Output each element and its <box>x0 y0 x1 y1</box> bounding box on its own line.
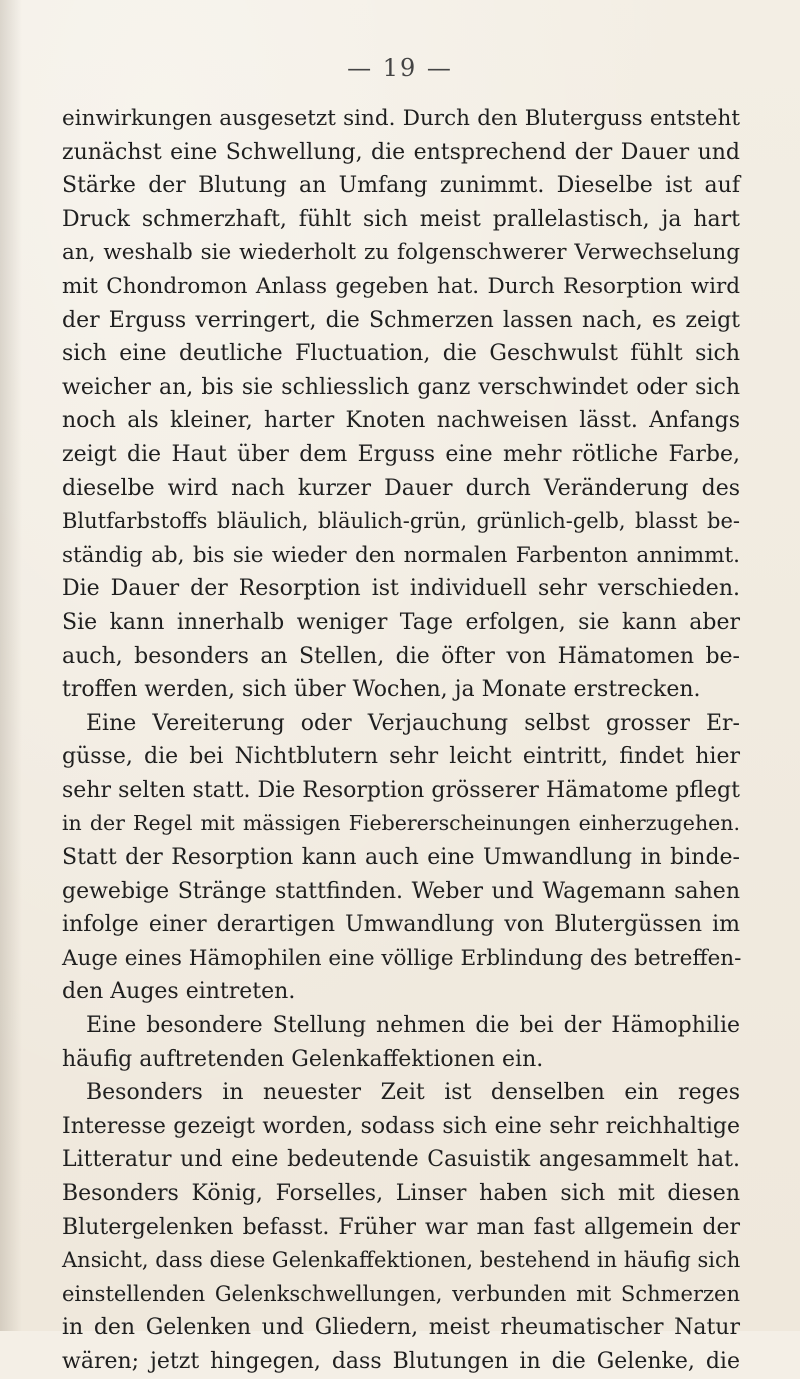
text-line: Stärke der Blutung an Umfang zunimmt. Dieselbe ist auf <box>62 173 740 199</box>
text-line: Die Dauer der Resorption ist individuell sehr verschieden. <box>62 576 740 602</box>
page-edge-shadow <box>0 0 22 1331</box>
text-line: Litteratur und eine bedeutende Casuistik angesammelt hat. <box>62 1147 740 1173</box>
text-line: sehr selten statt. Die Resorption grösserer Hämatome pflegt <box>62 777 740 803</box>
text-line: häufig auftretenden Gelenkaffektionen ein. <box>62 1046 544 1072</box>
text-line: einstellenden Gelenkschwellungen, verbunden mit Schmerzen <box>62 1281 740 1306</box>
text-line: zunächst eine Schwellung, die entsprechend der Dauer und <box>62 139 740 165</box>
text-line: Blutergelenken befasst. Früher war man fast allgemein der <box>62 1214 740 1240</box>
text-line: mit Chondromon Anlass gegeben hat. Durch Resorption wird <box>62 273 740 299</box>
text-line: in den Gelenken und Gliedern, meist rheumatischer Natur <box>62 1315 740 1341</box>
text-line: infolge einer derartigen Umwandlung von Blutergüssen im <box>62 912 740 938</box>
text-line: ständig ab, bis sie wieder den normalen Farbenton annimmt. <box>62 542 740 568</box>
text-line: zeigt die Haut über dem Erguss eine mehr rötliche Farbe, <box>62 441 740 467</box>
text-line: Druck schmerzhaft, fühlt sich meist prallelastisch, ja hart <box>62 206 740 232</box>
text-line: noch als kleiner, harter Knoten nachweisen lässt. Anfangs <box>62 408 740 434</box>
page-number: — 19 — <box>347 54 453 82</box>
text-line: an, weshalb sie wiederholt zu folgenschwerer Verwechselung <box>62 240 740 266</box>
text-line: in der Regel mit mässigen Fiebererscheinungen einherzugehen. <box>62 811 740 836</box>
text-line: gewebige Stränge stattfinden. Weber und Wagemann sahen <box>62 878 740 904</box>
body-text <box>62 102 740 1379</box>
text-line: weicher an, bis sie schliesslich ganz verschwindet oder sich <box>62 374 740 400</box>
text-line: Sie kann innerhalb weniger Tage erfolgen, sie kann aber <box>62 609 740 635</box>
text-line: Blutfarbstoffs bläulich, bläulich-grün, grünlich-gelb, blasst be- <box>62 509 740 534</box>
text-line: Statt der Resorption kann auch eine Umwandlung in binde- <box>62 845 740 871</box>
text-line: der Erguss verringert, die Schmerzen lassen nach, es zeigt <box>62 307 740 333</box>
text-line: sich eine deutliche Fluctuation, die Geschwulst fühlt sich <box>62 341 740 367</box>
text-line: Besonders König, Forselles, Linser haben sich mit diesen <box>62 1181 740 1206</box>
text-line: Interesse gezeigt worden, sodass sich eine sehr reichhaltige <box>62 1113 740 1139</box>
text-line: Auge eines Hämophilen eine völlige Erblindung des betreffen- <box>62 945 742 971</box>
text-line: dieselbe wird nach kurzer Dauer durch Veränderung des <box>62 475 740 501</box>
text-line: auch, besonders an Stellen, die öfter von Hämatomen be- <box>62 643 740 669</box>
text-line: Besonders in neuester Zeit ist denselben ein reges <box>86 1080 740 1106</box>
text-line: einwirkungen ausgesetzt sind. Durch den Bluterguss entsteht <box>62 106 740 131</box>
text-line: Eine Vereiterung oder Verjauchung selbst grosser Er- <box>86 710 740 736</box>
text-line: den Auges eintreten. <box>62 979 296 1005</box>
text-line: troffen werden, sich über Wochen, ja Monate erstrecken. <box>62 677 701 703</box>
text-line: güsse, die bei Nichtblutern sehr leicht eintritt, findet hier <box>62 744 740 770</box>
text-line: wären; jetzt hingegen, dass Blutungen in die Gelenke, die <box>62 1348 740 1374</box>
text-line: Eine besondere Stellung nehmen die bei der Hämophilie <box>86 1013 740 1039</box>
text-line: Ansicht, dass diese Gelenkaffektionen, bestehend in häufig sich <box>62 1248 741 1273</box>
